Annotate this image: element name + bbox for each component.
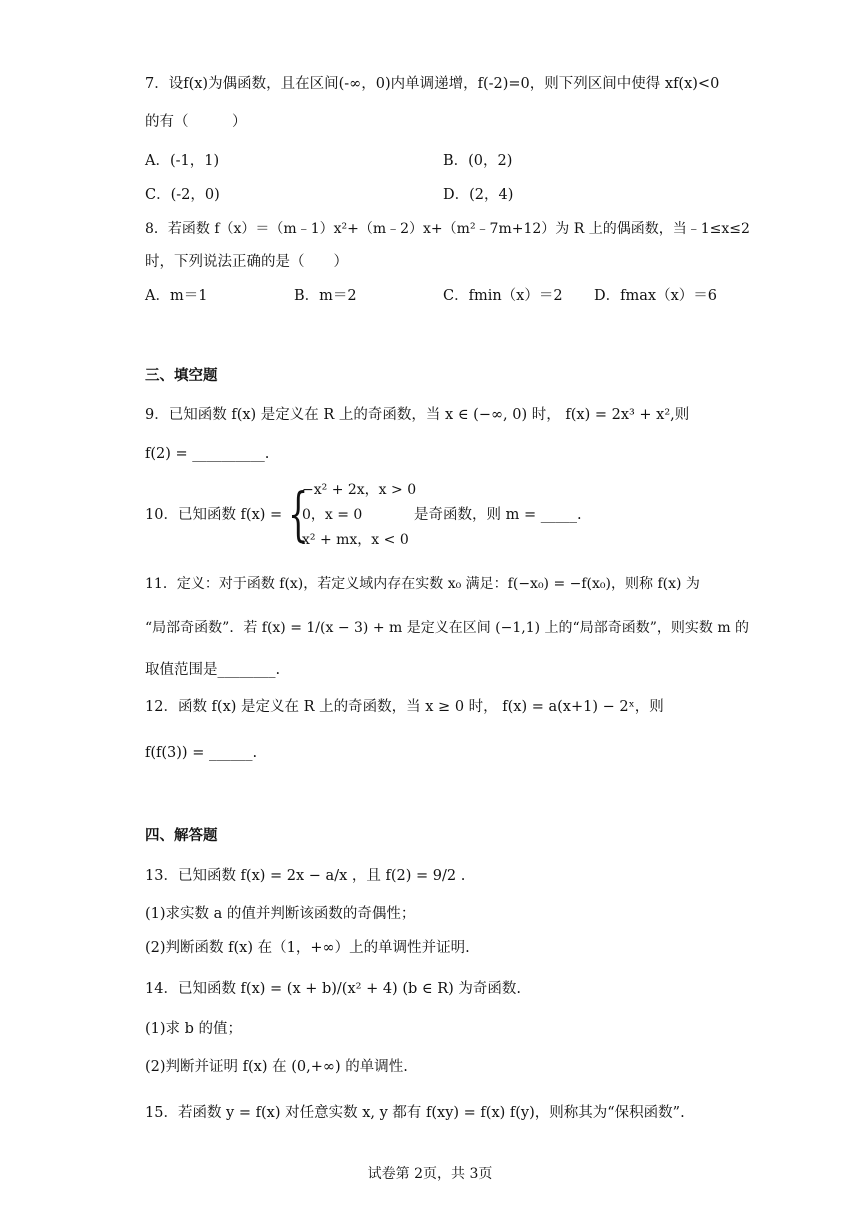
q12-line2: f(f(3)) = ______. [145, 745, 258, 761]
q8-option-a: A．m＝1 [145, 288, 208, 304]
q7-option-d: D．(2，4) [443, 187, 514, 203]
q11-line2: “局部奇函数”．若 f(x) = 1/(x − 3) + m 是定义在区间 (−1,1) 上的“局部奇函数”，则实数 m 的 [145, 620, 750, 636]
q9-line2: f(2) = __________. [145, 446, 270, 462]
q7-line1: 7．设f(x)为偶函数，且在区间(-∞，0)内单调递增，f(-2)=0，则下列区间中使得 xf(x)<0 [145, 76, 720, 92]
q13-line1: 13．已知函数 f(x) = 2x − a/x ，且 f(2) = 9/2 . [145, 868, 466, 884]
q14-sub1: (1)求 b 的值； [145, 1021, 243, 1037]
q8-option-d: D．fmax（x）＝6 [594, 288, 717, 304]
q7-option-c: C．(-2，0) [145, 187, 220, 203]
section-fill-in-heading: 三、填空题 [145, 368, 218, 384]
q15-line1: 15．若函数 y = f(x) 对任意实数 x, y 都有 f(xy) = f(x) f(y)，则称其为“保积函数”. [145, 1105, 685, 1121]
q10-suffix: 是奇函数，则 m = _____. [414, 507, 582, 523]
section-answer-heading: 四、解答题 [145, 828, 218, 844]
q8-option-b: B．m＝2 [294, 288, 357, 304]
q10-prefix: 10．已知函数 f(x) = [145, 507, 283, 523]
q12-line1: 12．函数 f(x) 是定义在 R 上的奇函数，当 x ≥ 0 时， f(x) = a(x+1) − 2ˣ，则 [145, 699, 664, 715]
q13-sub1: (1)求实数 a 的值并判断该函数的奇偶性； [145, 906, 416, 922]
q7-line2: 的有（ ） [145, 114, 247, 130]
q14-sub2: (2)判断并证明 f(x) 在 (0,+∞) 的单调性. [145, 1059, 408, 1075]
q7-option-a: A．(-1，1) [145, 153, 220, 169]
q10-piecewise [288, 478, 417, 550]
q8-line2: 时，下列说法正确的是（ ） [145, 254, 348, 270]
q14-line1: 14．已知函数 f(x) = (x + b)/(x² + 4) (b ∈ R) 为奇函数. [145, 981, 522, 997]
q8-line1: 8．若函数 f（x）＝（m﹣1）x²+（m﹣2）x+（m²﹣7m+12）为 R 上的偶函数，当﹣1≤x≤2 [145, 221, 750, 237]
q11-line1: 11．定义：对于函数 f(x)，若定义域内存在实数 x₀ 满足：f(−x₀) = −f(x₀)，则称 f(x) 为 [145, 576, 700, 592]
q11-line3: 取值范围是________. [145, 662, 281, 678]
page-footer: 试卷第 2页，共 3页 [367, 1166, 493, 1182]
q10-piece-1: −x² + 2x，x > 0 [302, 482, 417, 498]
q10-piece-3: x² + mx，x < 0 [302, 532, 409, 548]
q10-piece-2: 0，x = 0 [302, 507, 363, 523]
q7-option-b: B．(0，2) [443, 153, 513, 169]
q13-sub2: (2)判断函数 f(x) 在（1，+∞）上的单调性并证明. [145, 940, 470, 956]
left-brace-icon: { [288, 480, 309, 548]
q8-option-c: C．fmin（x）＝2 [443, 288, 563, 304]
q9-line1: 9．已知函数 f(x) 是定义在 R 上的奇函数，当 x ∈ (−∞, 0) 时， f(x) = 2x³ + x²,则 [145, 407, 690, 423]
